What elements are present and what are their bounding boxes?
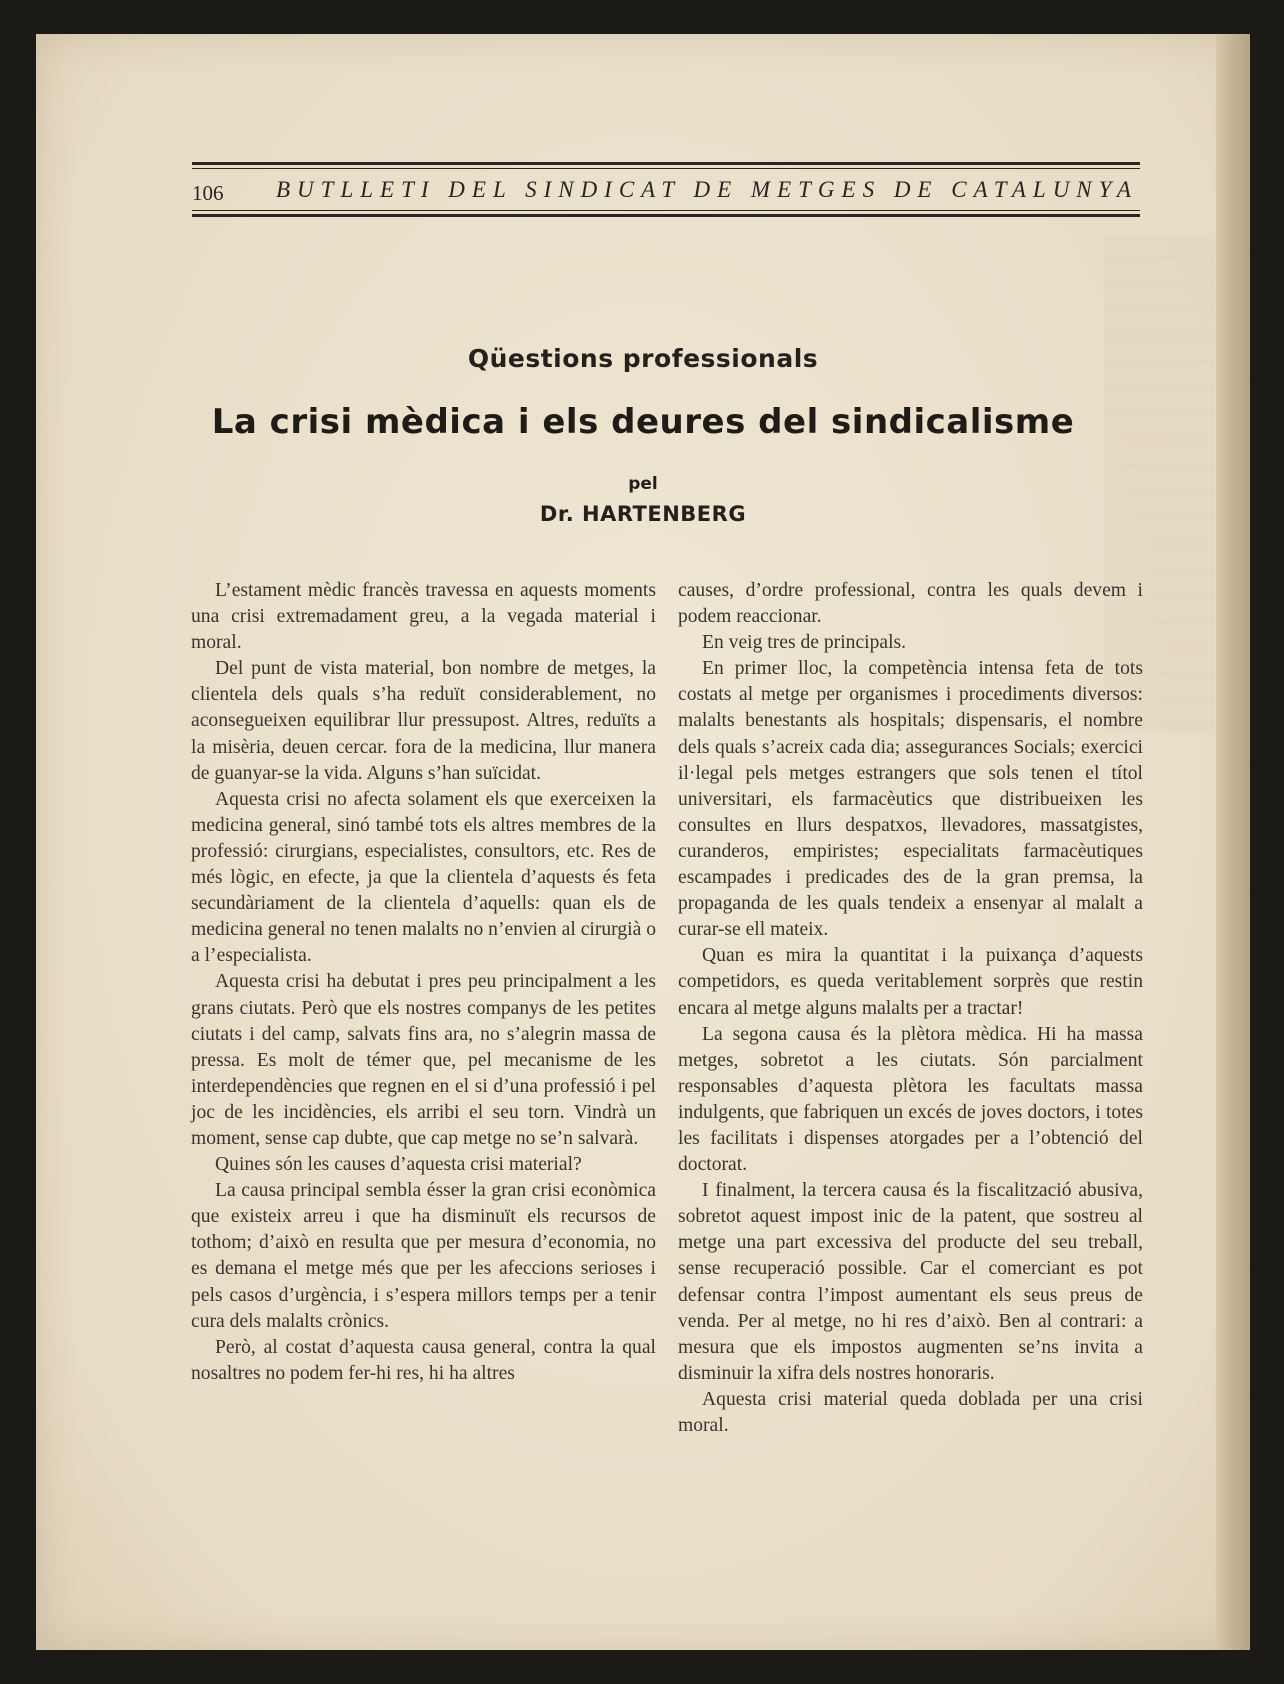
paragraph: Del punt de vista material, bon nombre de metges, la clientela dels quals s’ha reduït considerablement, no aconsegueixen equilibrar llur pressupost. Altres, reduïts a la misèria, deuen cercar. fora de la medicina, llur manera de guanyar-se la vida. Alguns s’han suïcidat. [191,658,656,784]
running-header [192,134,1140,224]
left-column [191,578,656,1387]
byline: pel [628,474,658,494]
header-rule [192,210,1140,211]
paragraph: L’estament mèdic francès travessa en aquests moments una crisi extremadament greu, a la vegada material i moral. [191,580,656,654]
paragraph: Aquesta crisi no afecta solament els que exerceixen la medicina general, sinó també tots els altres membres de la professió: cirurgians, especialistes, consultors, etc. Res de més lògic, en efecte, ja que la clientela d’aquests és feta secundàriament de la clientela d’aquells: quan els de medicina general no tenen malalts no n’envien al cirurgià o a l’especialista. [191,788,656,967]
paragraph: I finalment, la tercera causa és la fiscalització abusiva, sobretot aquest impost inic de la patent, que sostreu al metge una part excessiva del producte del seu treball, sense recuperació possible. Car el comerciant es pot defensar contra l’impost aumentant els seus preus de venda. Per al metge, no hi res d’això. Ben al contrari: a mesura que els impostos augmenten se’ns invita a disminuir la xifra dels nostres honoraris. [678,1180,1143,1384]
paragraph: causes, d’ordre professional, contra les quals devem i podem reaccionar. [678,580,1143,628]
article-title: La crisi mèdica i els deures del sindicalisme [211,402,1075,442]
paragraph: En veig tres de principals. [702,632,907,654]
paragraph: La causa principal sembla ésser la gran crisi econòmica que existeix arreu i que ha disminuït els recursos de tothom; d’això en resulta que per mesura d’economia, no es demana el metge més que per les afeccions serioses i pels casos d’urgència, i s’espera millors temps per a tenir cura dels malalts crònics. [191,1180,656,1332]
paragraph: Aquesta crisi ha debutat i pres peu principalment a les grans ciutats. Però que els nostres companys de les petites ciutats i del camp, salvats fins ara, no s’alegrin massa de pressa. Es molt de témer que, pel mecanisme de les interdependències que regnen en el si d’una professió i pel joc de les incidències, els arribi el seu torn. Vindrà un moment, sense cap dubte, que cap metge no se’n salvarà. [191,971,656,1149]
paragraph: Però, al costat d’aquesta causa general, contra la qual nosaltres no podem fer-hi res, hi ha altres [191,1336,656,1384]
section-heading: Qüestions professionals [467,344,819,373]
author-name: Dr. HARTENBERG [539,502,747,526]
right-column [678,578,1143,1439]
header-rule [192,162,1140,165]
paragraph: Quines són les causes d’aquesta crisi material? [215,1154,582,1176]
header-rule [192,168,1140,169]
paragraph: En primer lloc, la competència intensa feta de tots costats al metge per organismes i procediments diversos: malalts benestants als hospitals; dispensaris, el nombre dels quals s’acreix cada dia; assegurances Socials; exercici il·legal pels metges estrangers que sols tenen el títol universitari, els farmacèutics que distribueixen les consultes en llurs despatxos, llevadores, massatgistes, curanderos, empiristes; especialitats farmacèutiques escampades i predicades des de la gran premsa, la propaganda de les quals tendeix a ensenyar al malalt a curar-se ell mateix. [678,658,1143,941]
page-gutter [1216,34,1250,1650]
header-rule [192,214,1140,217]
paragraph: Quan es mira la quantitat i la puixança d’aquests competidors, es queda veritablement sorprès que restin encara al metge alguns malalts per a tractar! [678,945,1143,1019]
paragraph: Aquesta crisi material queda doblada per una crisi moral. [678,1388,1143,1436]
journal-title: BUTLLETI DEL SINDICAT DE METGES DE CATALUNYA [276,177,1138,202]
page-number: 106 [192,181,224,205]
paragraph: La segona causa és la plètora mèdica. Hi ha massa metges, sobretot a les ciutats. Són parcialment responsables d’aquesta plètora les facultats massa indulgents, que fabriquen un excés de joves doctors, i totes les facilitats i dispenses atorgades per a l’obtenció del doctorat. [678,1023,1143,1176]
